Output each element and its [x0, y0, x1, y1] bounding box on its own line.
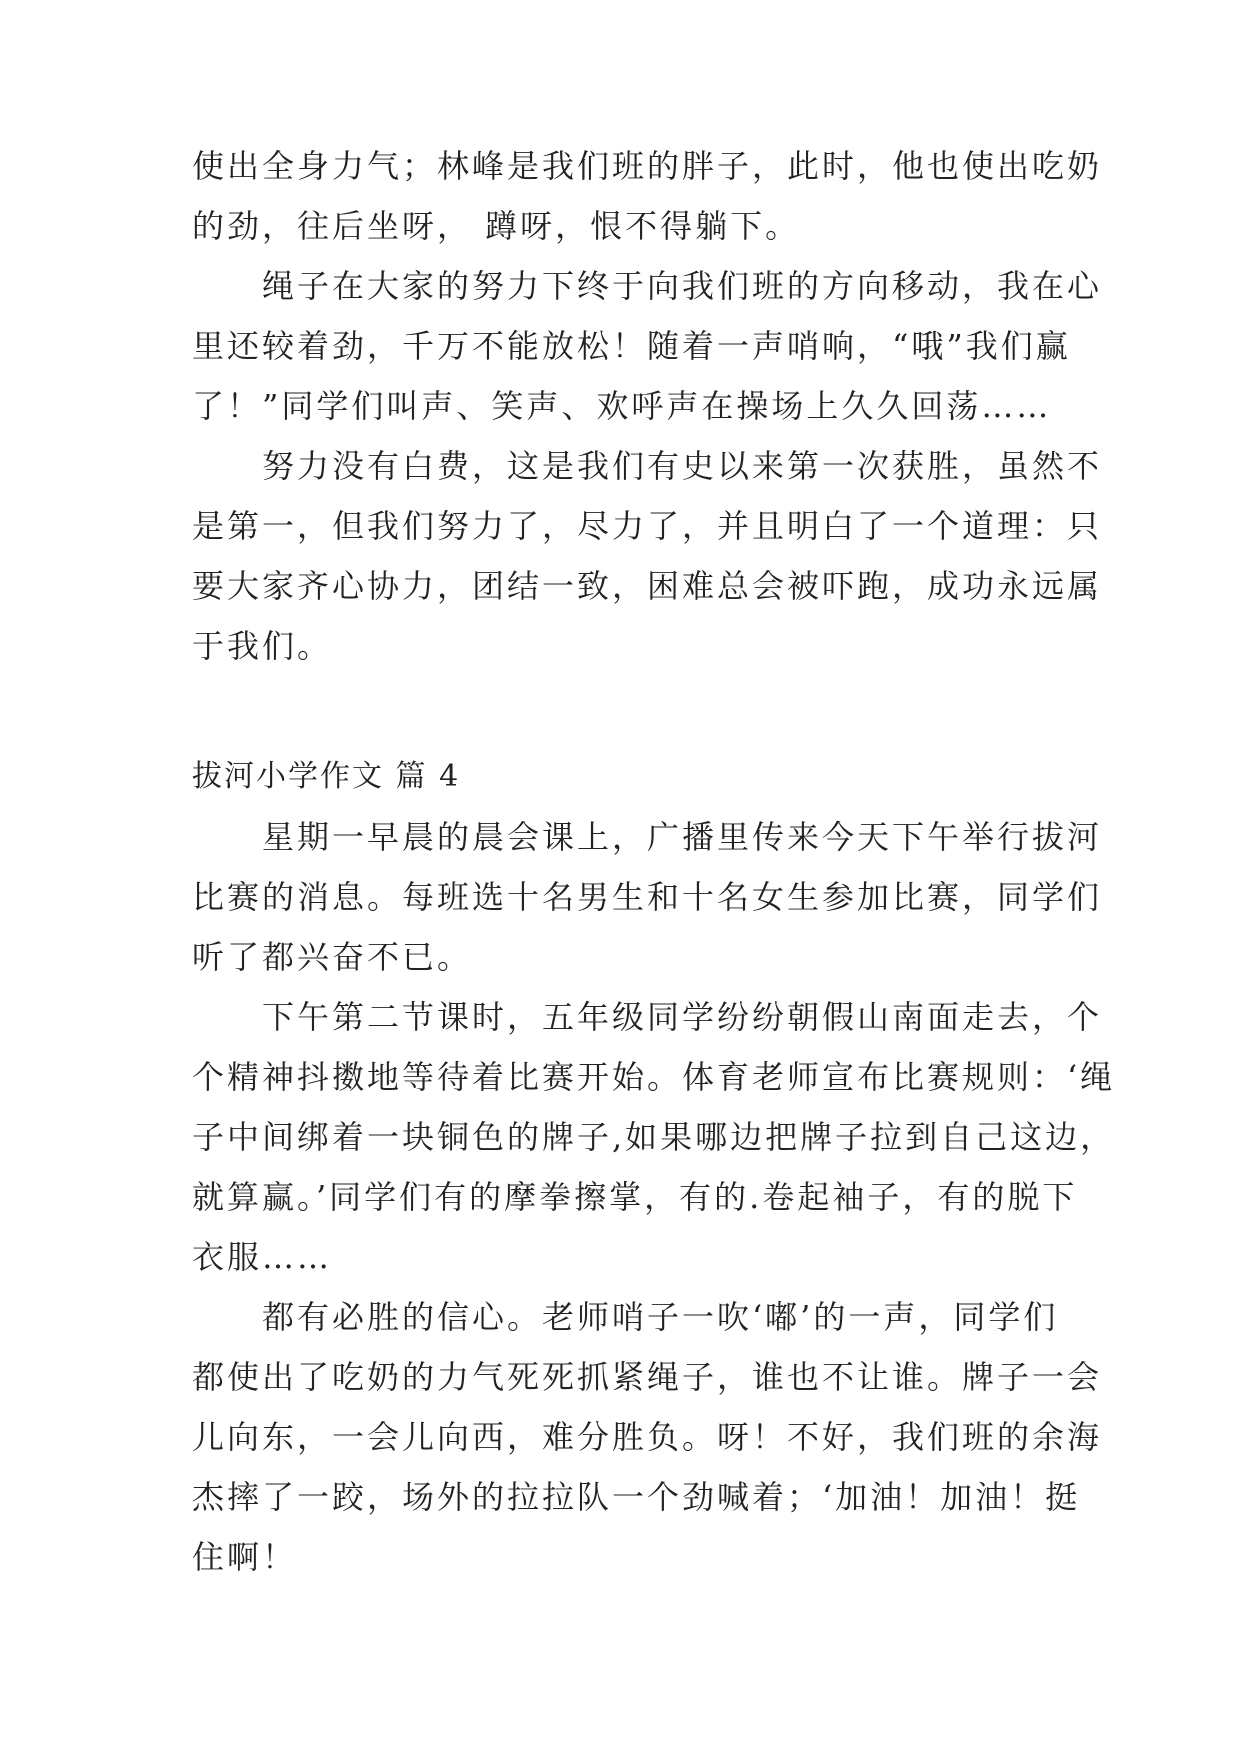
text-line: 听了都兴奋不已。 — [192, 938, 473, 976]
text-line: 要大家齐心协力，团结一致，困难总会被吓跑，成功永远属 — [192, 567, 1103, 605]
text-line: 个精神抖擞地等待着比赛开始。体育老师宣布比赛规则：‘绳 — [192, 1058, 1116, 1096]
text-line: 努力没有白费，这是我们有史以来第一次获胜，虽然不 — [192, 447, 1103, 485]
text-line: 星期一早晨的晨会课上，广播里传来今天下午举行拔河 — [192, 818, 1103, 856]
text-line: 使出全身力气；林峰是我们班的胖子，此时，他也使出吃奶 — [192, 147, 1103, 185]
text-line: 住啊！ — [192, 1538, 298, 1576]
section-2-text — [192, 807, 1116, 1587]
text-line: 下午第二节课时，五年级同学纷纷朝假山南面走去，个 — [192, 998, 1103, 1036]
text-line: 就算赢。’同学们有的摩拳擦掌，有的.卷起袖子，有的脱下 — [192, 1178, 1078, 1216]
text-line: 儿向东，一会儿向西，难分胜负。呀！不好，我们班的余海 — [192, 1418, 1103, 1456]
text-line: 子中间绑着一块铜色的牌子,如果哪边把牌子拉到自己这边， — [192, 1118, 1116, 1156]
text-line: 里还较着劲，千万不能放松！随着一声哨响，“哦”我们赢 — [192, 327, 1071, 365]
text-line: 的劲，往后坐呀， 蹲呀，恨不得躺下。 — [192, 207, 801, 245]
text-line: 绳子在大家的努力下终于向我们班的方向移动，我在心 — [192, 267, 1103, 305]
text-line: 是第一，但我们努力了，尽力了，并且明白了一个道理：只 — [192, 507, 1103, 545]
text-line: 了！”同学们叫声、笑声、欢呼声在操场上久久回荡…… — [192, 387, 1052, 425]
text-line: 杰摔了一跤，场外的拉拉队一个劲喊着；‘加油！加油！挺 — [192, 1478, 1081, 1516]
text-line: 比赛的消息。每班选十名男生和十名女生参加比赛，同学们 — [192, 878, 1103, 916]
text-line: 于我们。 — [192, 627, 333, 665]
text-line: 都有必胜的信心。老师哨子一吹‘嘟’的一声，同学们 — [192, 1298, 1059, 1336]
section-1-text — [192, 136, 1103, 676]
text-line: 衣服…… — [192, 1238, 333, 1276]
section-heading: 拔河小学作文 篇 4 — [192, 759, 461, 794]
text-line: 都使出了吃奶的力气死死抓紧绳子，谁也不让谁。牌子一会 — [192, 1358, 1103, 1396]
